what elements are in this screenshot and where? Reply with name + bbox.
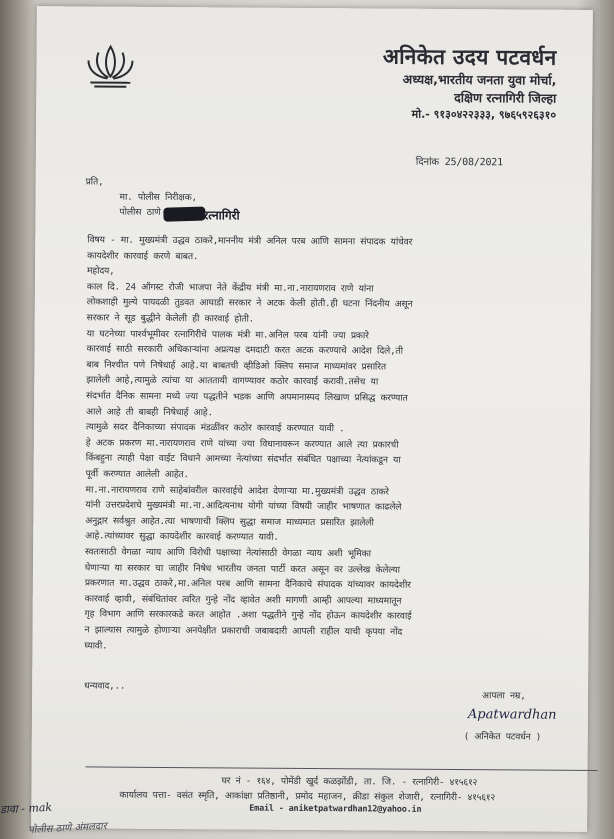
body-line: स्वतःसाठी वेगळा न्याय आणि विरोधी पक्षाच्या नेत्यांसाठी वेगळा न्याय अशी भूमिका [85, 546, 371, 560]
body-line: गृह विभाग आणि सरकारकडे करत आहोत .अशा पद्धतीने गुन्हे नोंद होऊन कायदेशीर कारवाई [84, 608, 412, 623]
letterhead-name: अनिकेत उदय पटवर्धन [382, 44, 557, 70]
body-line: घ्यावी. [84, 640, 108, 652]
body-line: किंबहुना त्याही पेक्षा वाईट विधाने आमच्या नेत्यांच्या संदर्भात संबंधित पक्षाच्या नेत्यांकडून या [85, 452, 401, 467]
letterhead-district: दक्षिण रत्नागिरी जिल्हा [454, 89, 557, 106]
body-line: अनुद्गार सर्वश्रुत आहेत.त्या भाषणाची क्लिप सुद्धा समाज माध्यमात प्रसारित झालेली [85, 515, 374, 529]
body-line: त्यामुळे सदर दैनिकाच्या संपादक मंडळींवर कठोर कारवाई करण्यात यावी . [85, 421, 345, 435]
body-line: झालेली आहे,त्यामुळे त्यांचा या आततायी वागण्यावर कठोर कारवाई करावी.तसेच या [86, 374, 379, 388]
footer-office-address: कार्यालय पत्ता- वसंत स्मृति, आकांक्षा प्रतिष्ठानी, प्रमोद महाजन, क्रीडा संकुल शेजारी, रत्नागिरी- ४१५६१२ [119, 789, 496, 804]
body-line: घेणाऱ्या या सरकार चा जाहीर निषेध भारतीय जनता पार्टी करत असून वर उल्लेख केलेल्या [84, 562, 400, 576]
body-line: संदर्भात दैनिक सामना मध्ये ज्या पद्धतीने भडक आणि अपमानास्पद लिखाण प्रसिद्ध करण्यात [86, 390, 408, 404]
body-line: आले आहे ती बाबही निषेधार्ह आहे. [86, 406, 213, 418]
letterhead-designation: अध्यक्ष,भारतीय जनता युवा मोर्चा, [402, 71, 557, 88]
body-line: लोकशाही मुल्ये पायदळी तुडवत आघाडी सरकार ने अटक केली होती.ही घटना निंदनीय असून [86, 296, 413, 311]
closing-text: धन्यवाद,.. [84, 680, 126, 692]
letter-paper [31, 6, 593, 832]
body-line: पूर्वी करण्यात आलेली आहेत. [85, 468, 189, 481]
footer-email: Email - aniketpatwardhan12@yahoo.in [249, 803, 422, 815]
body-line: विषय - मा. मुख्यमंत्री उद्धव ठाकरे,माननीय मंत्री अनिल परब आणि सामना संपादक यांचेवर [87, 234, 413, 248]
body-line: न झाल्यास त्यामुळे होणाऱ्या अनपेक्षीत प्रकाराची जबाबदारी आपली राहील याची कृपया नोंद [84, 624, 403, 638]
letter-date: दिनांक 25/08/2021 [415, 156, 503, 169]
lotus-logo-icon [80, 36, 140, 96]
footer-divider [86, 766, 598, 771]
redaction-scribble [163, 207, 205, 222]
recipient-line-1: प्रति, [85, 176, 104, 188]
body-line: महोदय, [86, 265, 115, 277]
margin-handwritten-note-2: पोलीस ठाणे अंमलदार [27, 820, 108, 837]
handwritten-place: रत्नागिरी [203, 208, 240, 223]
body-line: कारवाई साठी सरकारी अधिकाऱ्यांना अप्रत्यक्ष दमदाटी करत अटक करण्याचे आदेश दिले,ती [86, 343, 403, 357]
body-line: प्रकरणात मा.उद्धव ठाकरे,मा.अनिल परब आणि सामना दैनिकाचे संपादक यांच्यावर कायदेशीर [84, 577, 411, 591]
body-line: आहे.त्यांच्यावर सुद्धा कायदेशीर कारवाई करण्यात यावी. [85, 530, 279, 544]
body-line: कायदेशीर कारवाई करणे बाबत. [87, 250, 199, 262]
recipient-line-2: मा. पोलीस निरीक्षक, [119, 191, 197, 204]
yours-faithfully: आपला नम्र, [482, 690, 526, 702]
footer-home-address: घर नं - १६४, पोमेंडी खुर्द कळझोंडी, ता. जि. - रत्नागिरी- ४१५६१२ [221, 775, 478, 789]
body-line: या घटनेच्या पार्श्वभूमीवर रत्नागिरीचे पालक मंत्री मा.अनिल परब यांनी ज्या प्रकारे [86, 328, 369, 341]
body-line: काल दि. 24 ऑगस्ट रोजी भाजपा नेते केंद्रीय मंत्री मा.ना.नारायणराव राणे यांना [86, 281, 374, 295]
signatory-name: ( अनिकेत पटवर्धन ) [463, 731, 542, 743]
letterhead-mobile: मो.- ९१३०४२२३३३, ९७६५९२६३१० [411, 107, 557, 122]
margin-handwritten-note: डावा - mak [0, 800, 53, 817]
body-line: हे अटक प्रकरण मा.नारायणराव राणे यांच्या ज्या विधानावरून करण्यात आले त्या प्रकारची [85, 437, 399, 451]
body-line: मा.ना.नारायणराव राणे साहेबांवरील कारवाईचे आदेश देणाऱ्या मा.मुख्यमंत्री उद्धव ठाकरे [85, 484, 389, 498]
recipient-line-3: पोलीस ठाणे [119, 206, 161, 218]
signature: Apatwardhan [467, 707, 557, 723]
body-line: सरकार ने सूड बुद्धीने केलेली ही कारवाई होती. [86, 312, 255, 325]
body-line: कारवाई व्हावी, संबंधितांवर त्वरित गुन्हे नोंद व्हावेत अशी मागणी आम्ही आपल्या माध्यमातून [84, 593, 402, 607]
body-line: बाब निश्चीत पणे निषेधार्ह आहे.या बाबतची व्हीडिओ क्लिप समाज माध्यमांवर प्रसारित [86, 359, 386, 373]
body-line: यांनी उत्तरप्रदेशचे मुख्यमंत्री मा.ना.आदित्यनाथ योगी यांच्या विषयी जाहीर भाषणात काढलेले [85, 499, 402, 513]
